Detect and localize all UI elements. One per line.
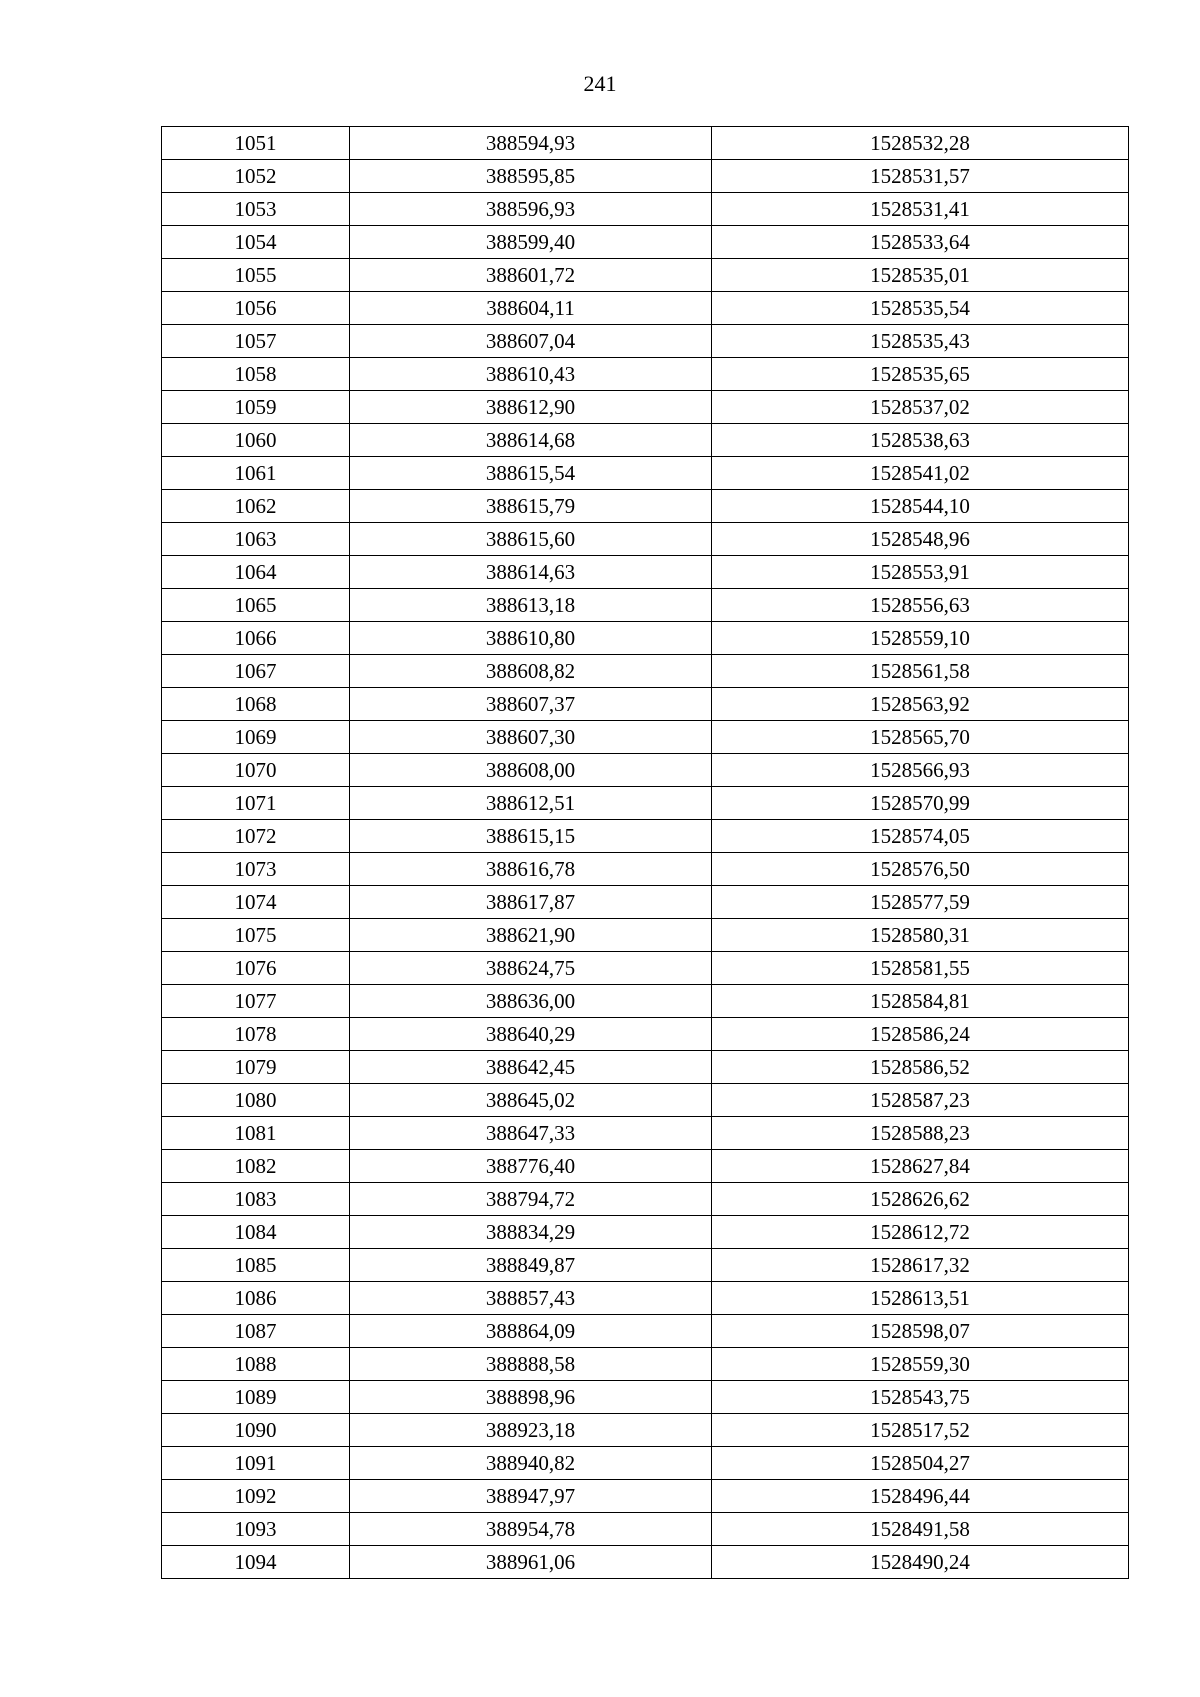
y-coordinate-cell: 1528491,58	[712, 1513, 1129, 1546]
y-coordinate-cell: 1528490,24	[712, 1546, 1129, 1579]
x-coordinate-cell: 388624,75	[350, 952, 712, 985]
table-row	[162, 391, 1129, 424]
x-coordinate-cell: 388923,18	[350, 1414, 712, 1447]
y-coordinate-cell: 1528612,72	[712, 1216, 1129, 1249]
y-coordinate-cell: 1528584,81	[712, 985, 1129, 1018]
point-number-cell: 1077	[162, 985, 350, 1018]
point-number-cell: 1061	[162, 457, 350, 490]
table-row	[162, 259, 1129, 292]
y-coordinate-cell: 1528617,32	[712, 1249, 1129, 1282]
x-coordinate-cell: 388615,60	[350, 523, 712, 556]
point-number-cell: 1084	[162, 1216, 350, 1249]
table-row	[162, 127, 1129, 160]
point-number-cell: 1063	[162, 523, 350, 556]
point-number-cell: 1086	[162, 1282, 350, 1315]
x-coordinate-cell: 388604,11	[350, 292, 712, 325]
point-number-cell: 1054	[162, 226, 350, 259]
point-number-cell: 1062	[162, 490, 350, 523]
table-row	[162, 424, 1129, 457]
coordinates-table-body	[162, 127, 1129, 1579]
table-row	[162, 1348, 1129, 1381]
y-coordinate-cell: 1528537,02	[712, 391, 1129, 424]
y-coordinate-cell: 1528570,99	[712, 787, 1129, 820]
table-row	[162, 457, 1129, 490]
y-coordinate-cell: 1528588,23	[712, 1117, 1129, 1150]
x-coordinate-cell: 388898,96	[350, 1381, 712, 1414]
point-number-cell: 1081	[162, 1117, 350, 1150]
table-row	[162, 1546, 1129, 1579]
y-coordinate-cell: 1528535,65	[712, 358, 1129, 391]
y-coordinate-cell: 1528563,92	[712, 688, 1129, 721]
table-row	[162, 655, 1129, 688]
point-number-cell: 1078	[162, 1018, 350, 1051]
x-coordinate-cell: 388614,63	[350, 556, 712, 589]
y-coordinate-cell: 1528535,54	[712, 292, 1129, 325]
coordinates-table	[161, 126, 1129, 1579]
table-row	[162, 160, 1129, 193]
point-number-cell: 1064	[162, 556, 350, 589]
table-row	[162, 1381, 1129, 1414]
y-coordinate-cell: 1528613,51	[712, 1282, 1129, 1315]
x-coordinate-cell: 388612,90	[350, 391, 712, 424]
x-coordinate-cell: 388614,68	[350, 424, 712, 457]
y-coordinate-cell: 1528574,05	[712, 820, 1129, 853]
table-row	[162, 985, 1129, 1018]
table-row	[162, 1150, 1129, 1183]
x-coordinate-cell: 388888,58	[350, 1348, 712, 1381]
table-row	[162, 1051, 1129, 1084]
y-coordinate-cell: 1528532,28	[712, 127, 1129, 160]
table-row	[162, 1018, 1129, 1051]
x-coordinate-cell: 388616,78	[350, 853, 712, 886]
x-coordinate-cell: 388613,18	[350, 589, 712, 622]
y-coordinate-cell: 1528533,64	[712, 226, 1129, 259]
point-number-cell: 1091	[162, 1447, 350, 1480]
x-coordinate-cell: 388607,04	[350, 325, 712, 358]
y-coordinate-cell: 1528544,10	[712, 490, 1129, 523]
point-number-cell: 1068	[162, 688, 350, 721]
y-coordinate-cell: 1528576,50	[712, 853, 1129, 886]
x-coordinate-cell: 388954,78	[350, 1513, 712, 1546]
table-row	[162, 325, 1129, 358]
x-coordinate-cell: 388599,40	[350, 226, 712, 259]
page-number: 241	[583, 71, 617, 96]
table-row	[162, 721, 1129, 754]
x-coordinate-cell: 388864,09	[350, 1315, 712, 1348]
table-row	[162, 1282, 1129, 1315]
x-coordinate-cell: 388608,00	[350, 754, 712, 787]
table-row	[162, 1480, 1129, 1513]
table-row	[162, 787, 1129, 820]
table-row	[162, 853, 1129, 886]
table-row	[162, 1315, 1129, 1348]
y-coordinate-cell: 1528581,55	[712, 952, 1129, 985]
point-number-cell: 1089	[162, 1381, 350, 1414]
y-coordinate-cell: 1528553,91	[712, 556, 1129, 589]
point-number-cell: 1058	[162, 358, 350, 391]
x-coordinate-cell: 388834,29	[350, 1216, 712, 1249]
y-coordinate-cell: 1528580,31	[712, 919, 1129, 952]
point-number-cell: 1065	[162, 589, 350, 622]
x-coordinate-cell: 388607,30	[350, 721, 712, 754]
table-row	[162, 523, 1129, 556]
table-row	[162, 952, 1129, 985]
point-number-cell: 1092	[162, 1480, 350, 1513]
point-number-cell: 1083	[162, 1183, 350, 1216]
point-number-cell: 1057	[162, 325, 350, 358]
x-coordinate-cell: 388615,79	[350, 490, 712, 523]
point-number-cell: 1051	[162, 127, 350, 160]
y-coordinate-cell: 1528535,01	[712, 259, 1129, 292]
x-coordinate-cell: 388594,93	[350, 127, 712, 160]
y-coordinate-cell: 1528504,27	[712, 1447, 1129, 1480]
point-number-cell: 1066	[162, 622, 350, 655]
x-coordinate-cell: 388608,82	[350, 655, 712, 688]
table-row	[162, 358, 1129, 391]
x-coordinate-cell: 388849,87	[350, 1249, 712, 1282]
point-number-cell: 1085	[162, 1249, 350, 1282]
y-coordinate-cell: 1528566,93	[712, 754, 1129, 787]
y-coordinate-cell: 1528586,52	[712, 1051, 1129, 1084]
table-row	[162, 886, 1129, 919]
table-row	[162, 1414, 1129, 1447]
x-coordinate-cell: 388636,00	[350, 985, 712, 1018]
table-row	[162, 1513, 1129, 1546]
table-row	[162, 820, 1129, 853]
x-coordinate-cell: 388857,43	[350, 1282, 712, 1315]
x-coordinate-cell: 388615,15	[350, 820, 712, 853]
point-number-cell: 1094	[162, 1546, 350, 1579]
table-row	[162, 226, 1129, 259]
point-number-cell: 1087	[162, 1315, 350, 1348]
point-number-cell: 1072	[162, 820, 350, 853]
y-coordinate-cell: 1528538,63	[712, 424, 1129, 457]
table-row	[162, 622, 1129, 655]
point-number-cell: 1088	[162, 1348, 350, 1381]
y-coordinate-cell: 1528586,24	[712, 1018, 1129, 1051]
table-row	[162, 1249, 1129, 1282]
table-row	[162, 490, 1129, 523]
y-coordinate-cell: 1528535,43	[712, 325, 1129, 358]
x-coordinate-cell: 388607,37	[350, 688, 712, 721]
x-coordinate-cell: 388615,54	[350, 457, 712, 490]
y-coordinate-cell: 1528548,96	[712, 523, 1129, 556]
point-number-cell: 1080	[162, 1084, 350, 1117]
x-coordinate-cell: 388621,90	[350, 919, 712, 952]
y-coordinate-cell: 1528556,63	[712, 589, 1129, 622]
table-row	[162, 1117, 1129, 1150]
y-coordinate-cell: 1528559,30	[712, 1348, 1129, 1381]
table-row	[162, 193, 1129, 226]
table-row	[162, 1447, 1129, 1480]
table-row	[162, 688, 1129, 721]
point-number-cell: 1053	[162, 193, 350, 226]
y-coordinate-cell: 1528531,41	[712, 193, 1129, 226]
point-number-cell: 1076	[162, 952, 350, 985]
point-number-cell: 1060	[162, 424, 350, 457]
y-coordinate-cell: 1528577,59	[712, 886, 1129, 919]
x-coordinate-cell: 388947,97	[350, 1480, 712, 1513]
x-coordinate-cell: 388601,72	[350, 259, 712, 292]
y-coordinate-cell: 1528565,70	[712, 721, 1129, 754]
x-coordinate-cell: 388776,40	[350, 1150, 712, 1183]
y-coordinate-cell: 1528541,02	[712, 457, 1129, 490]
y-coordinate-cell: 1528587,23	[712, 1084, 1129, 1117]
point-number-cell: 1071	[162, 787, 350, 820]
x-coordinate-cell: 388961,06	[350, 1546, 712, 1579]
x-coordinate-cell: 388610,80	[350, 622, 712, 655]
y-coordinate-cell: 1528627,84	[712, 1150, 1129, 1183]
x-coordinate-cell: 388612,51	[350, 787, 712, 820]
y-coordinate-cell: 1528543,75	[712, 1381, 1129, 1414]
table-row	[162, 1216, 1129, 1249]
table-row	[162, 1084, 1129, 1117]
point-number-cell: 1082	[162, 1150, 350, 1183]
table-row	[162, 292, 1129, 325]
point-number-cell: 1052	[162, 160, 350, 193]
x-coordinate-cell: 388642,45	[350, 1051, 712, 1084]
x-coordinate-cell: 388596,93	[350, 193, 712, 226]
point-number-cell: 1090	[162, 1414, 350, 1447]
x-coordinate-cell: 388645,02	[350, 1084, 712, 1117]
point-number-cell: 1056	[162, 292, 350, 325]
y-coordinate-cell: 1528531,57	[712, 160, 1129, 193]
x-coordinate-cell: 388617,87	[350, 886, 712, 919]
y-coordinate-cell: 1528559,10	[712, 622, 1129, 655]
table-row	[162, 589, 1129, 622]
x-coordinate-cell: 388595,85	[350, 160, 712, 193]
point-number-cell: 1073	[162, 853, 350, 886]
x-coordinate-cell: 388794,72	[350, 1183, 712, 1216]
y-coordinate-cell: 1528561,58	[712, 655, 1129, 688]
x-coordinate-cell: 388647,33	[350, 1117, 712, 1150]
table-row	[162, 919, 1129, 952]
point-number-cell: 1074	[162, 886, 350, 919]
point-number-cell: 1070	[162, 754, 350, 787]
table-row	[162, 1183, 1129, 1216]
x-coordinate-cell: 388610,43	[350, 358, 712, 391]
point-number-cell: 1093	[162, 1513, 350, 1546]
table-row	[162, 754, 1129, 787]
point-number-cell: 1079	[162, 1051, 350, 1084]
x-coordinate-cell: 388640,29	[350, 1018, 712, 1051]
y-coordinate-cell: 1528626,62	[712, 1183, 1129, 1216]
y-coordinate-cell: 1528496,44	[712, 1480, 1129, 1513]
point-number-cell: 1055	[162, 259, 350, 292]
point-number-cell: 1069	[162, 721, 350, 754]
point-number-cell: 1075	[162, 919, 350, 952]
y-coordinate-cell: 1528598,07	[712, 1315, 1129, 1348]
x-coordinate-cell: 388940,82	[350, 1447, 712, 1480]
table-row	[162, 556, 1129, 589]
point-number-cell: 1059	[162, 391, 350, 424]
y-coordinate-cell: 1528517,52	[712, 1414, 1129, 1447]
point-number-cell: 1067	[162, 655, 350, 688]
